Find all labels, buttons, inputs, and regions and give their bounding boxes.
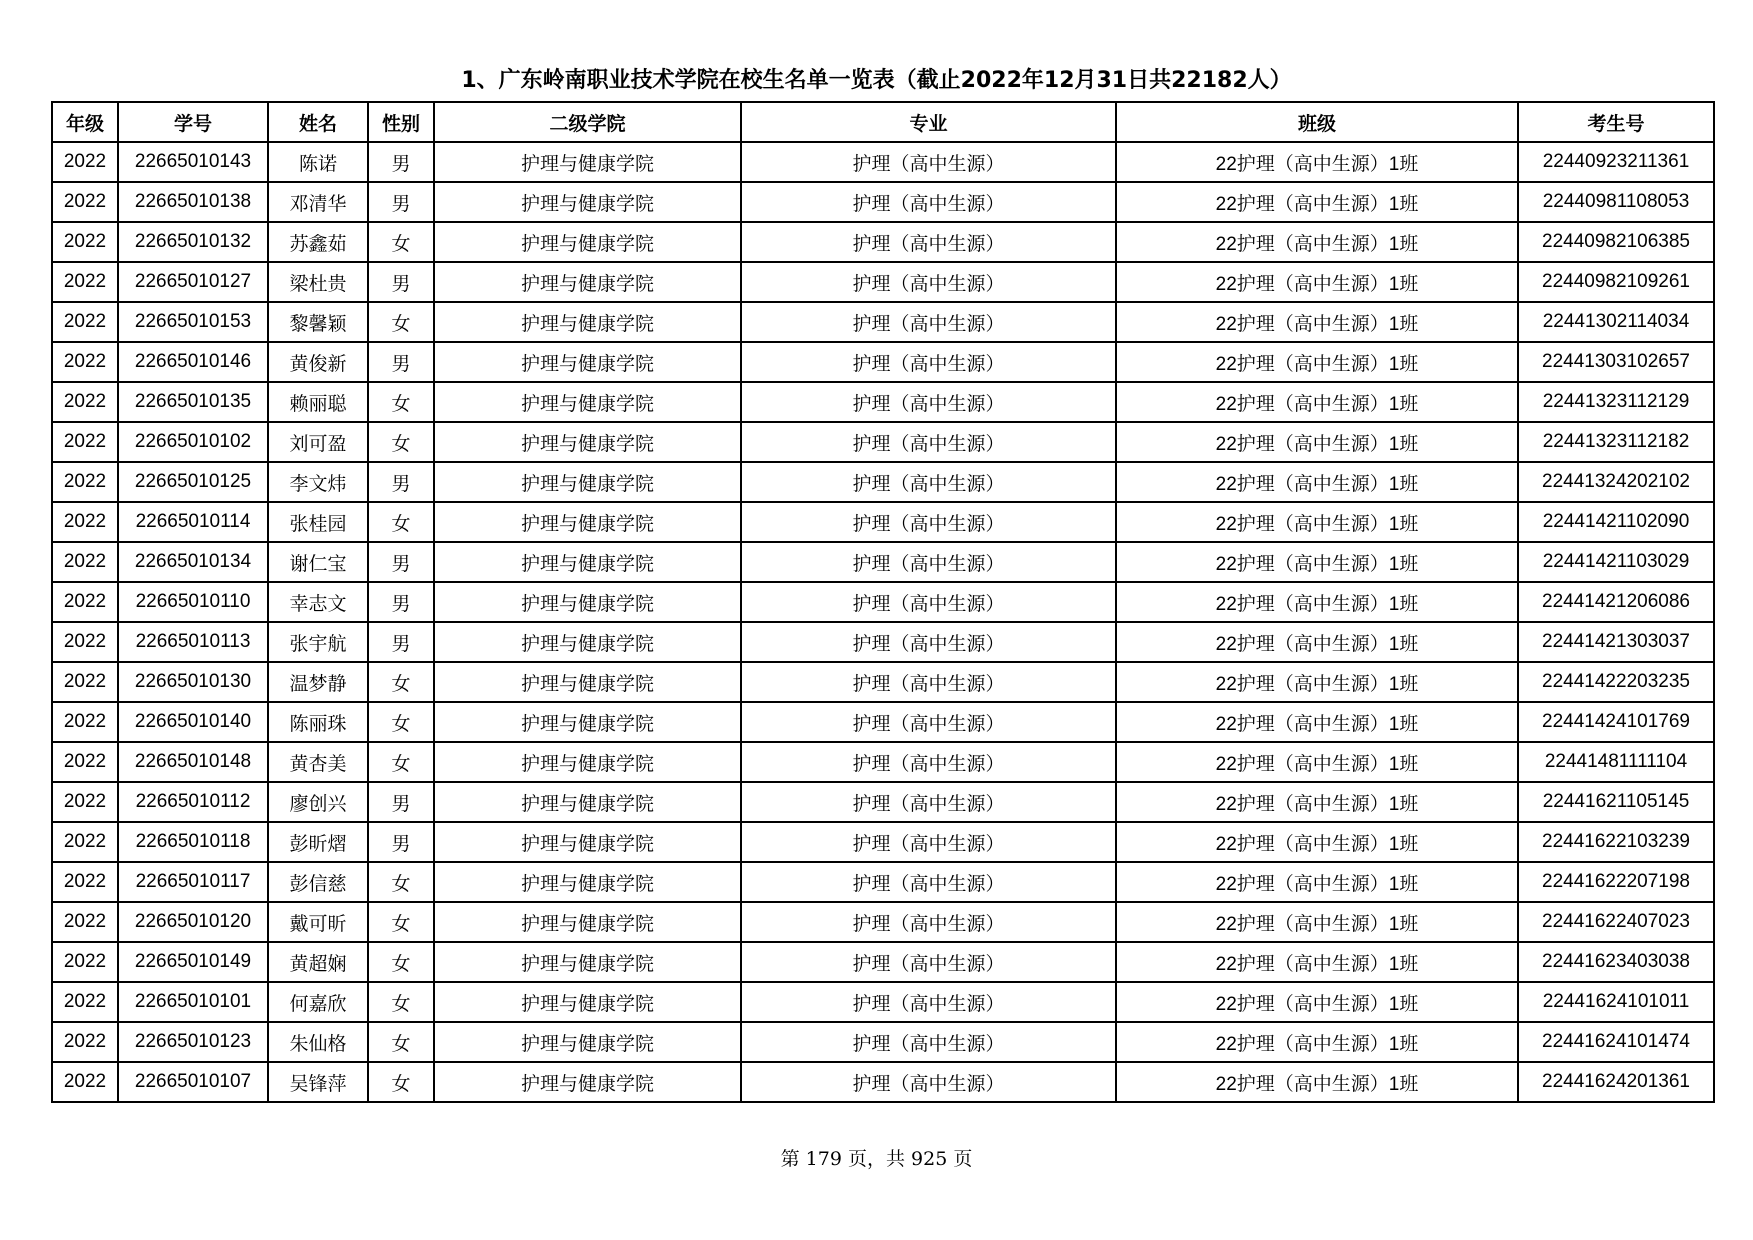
major-cell: 护理（高中生源） [741,502,1116,542]
major-cell: 护理（高中生源） [741,1022,1116,1062]
header-name: 姓名 [268,102,368,142]
major-cell: 护理（高中生源） [741,462,1116,502]
gender-cell: 男 [368,142,434,182]
header-student-id: 学号 [118,102,268,142]
major-cell: 护理（高中生源） [741,902,1116,942]
name-cell: 陈丽珠 [268,702,368,742]
class-cell: 22护理（高中生源）1班 [1116,342,1518,382]
college-cell: 护理与健康学院 [434,1062,741,1102]
name-cell: 何嘉欣 [268,982,368,1022]
student-id-cell: 22665010102 [118,422,268,462]
exam-number-cell: 22441624101474 [1518,1022,1714,1062]
gender-cell: 女 [368,982,434,1022]
grade-cell: 2022 [52,182,118,222]
name-cell: 彭信慈 [268,862,368,902]
name-cell: 幸志文 [268,582,368,622]
table-row [52,422,1714,462]
grade-cell: 2022 [52,982,118,1022]
gender-cell: 男 [368,462,434,502]
table-row [52,222,1714,262]
name-cell: 廖创兴 [268,782,368,822]
table-header-row [52,102,1714,142]
exam-number-cell: 22441622103239 [1518,822,1714,862]
class-cell: 22护理（高中生源）1班 [1116,702,1518,742]
major-cell: 护理（高中生源） [741,702,1116,742]
student-id-cell: 22665010120 [118,902,268,942]
grade-cell: 2022 [52,582,118,622]
class-cell: 22护理（高中生源）1班 [1116,542,1518,582]
name-cell: 彭昕熠 [268,822,368,862]
name-cell: 黄杏美 [268,742,368,782]
class-cell: 22护理（高中生源）1班 [1116,1062,1518,1102]
exam-number-cell: 22441303102657 [1518,342,1714,382]
class-cell: 22护理（高中生源）1班 [1116,302,1518,342]
grade-cell: 2022 [52,422,118,462]
student-id-cell: 22665010125 [118,462,268,502]
college-cell: 护理与健康学院 [434,902,741,942]
class-cell: 22护理（高中生源）1班 [1116,902,1518,942]
gender-cell: 女 [368,502,434,542]
gender-cell: 女 [368,1022,434,1062]
class-cell: 22护理（高中生源）1班 [1116,1022,1518,1062]
exam-number-cell: 22441323112182 [1518,422,1714,462]
student-id-cell: 22665010117 [118,862,268,902]
grade-cell: 2022 [52,222,118,262]
exam-number-cell: 22441624101011 [1518,982,1714,1022]
header-major: 专业 [741,102,1116,142]
student-id-cell: 22665010113 [118,622,268,662]
exam-number-cell: 22441421206086 [1518,582,1714,622]
major-cell: 护理（高中生源） [741,262,1116,302]
name-cell: 张宇航 [268,622,368,662]
name-cell: 苏鑫茹 [268,222,368,262]
grade-cell: 2022 [52,1022,118,1062]
major-cell: 护理（高中生源） [741,622,1116,662]
header-college: 二级学院 [434,102,741,142]
table-row [52,1062,1714,1102]
name-cell: 戴可昕 [268,902,368,942]
college-cell: 护理与健康学院 [434,862,741,902]
major-cell: 护理（高中生源） [741,1062,1116,1102]
student-id-cell: 22665010127 [118,262,268,302]
student-id-cell: 22665010114 [118,502,268,542]
college-cell: 护理与健康学院 [434,662,741,702]
major-cell: 护理（高中生源） [741,142,1116,182]
exam-number-cell: 22441421303037 [1518,622,1714,662]
grade-cell: 2022 [52,262,118,302]
gender-cell: 女 [368,1062,434,1102]
name-cell: 吴锋萍 [268,1062,368,1102]
student-id-cell: 22665010138 [118,182,268,222]
student-id-cell: 22665010134 [118,542,268,582]
name-cell: 张桂园 [268,502,368,542]
student-id-cell: 22665010123 [118,1022,268,1062]
table-row [52,302,1714,342]
class-cell: 22护理（高中生源）1班 [1116,502,1518,542]
major-cell: 护理（高中生源） [741,582,1116,622]
college-cell: 护理与健康学院 [434,182,741,222]
major-cell: 护理（高中生源） [741,742,1116,782]
college-cell: 护理与健康学院 [434,302,741,342]
major-cell: 护理（高中生源） [741,302,1116,342]
student-id-cell: 22665010143 [118,142,268,182]
major-cell: 护理（高中生源） [741,662,1116,702]
college-cell: 护理与健康学院 [434,542,741,582]
name-cell: 黎馨颖 [268,302,368,342]
college-cell: 护理与健康学院 [434,422,741,462]
grade-cell: 2022 [52,942,118,982]
table-row [52,862,1714,902]
student-id-cell: 22665010140 [118,702,268,742]
grade-cell: 2022 [52,502,118,542]
exam-number-cell: 22441622207198 [1518,862,1714,902]
college-cell: 护理与健康学院 [434,382,741,422]
class-cell: 22护理（高中生源）1班 [1116,982,1518,1022]
exam-number-cell: 22441421103029 [1518,542,1714,582]
name-cell: 邓清华 [268,182,368,222]
name-cell: 朱仙格 [268,1022,368,1062]
major-cell: 护理（高中生源） [741,422,1116,462]
table-row [52,382,1714,422]
exam-number-cell: 22441624201361 [1518,1062,1714,1102]
name-cell: 梁杜贵 [268,262,368,302]
major-cell: 护理（高中生源） [741,542,1116,582]
gender-cell: 女 [368,902,434,942]
class-cell: 22护理（高中生源）1班 [1116,222,1518,262]
class-cell: 22护理（高中生源）1班 [1116,782,1518,822]
gender-cell: 女 [368,422,434,462]
college-cell: 护理与健康学院 [434,822,741,862]
college-cell: 护理与健康学院 [434,742,741,782]
class-cell: 22护理（高中生源）1班 [1116,462,1518,502]
exam-number-cell: 22441302114034 [1518,302,1714,342]
grade-cell: 2022 [52,342,118,382]
gender-cell: 男 [368,262,434,302]
student-id-cell: 22665010118 [118,822,268,862]
class-cell: 22护理（高中生源）1班 [1116,822,1518,862]
page-footer: 第 179 页，共 925 页 [780,1148,973,1170]
exam-number-cell: 22441623403038 [1518,942,1714,982]
header-exam-number: 考生号 [1518,102,1714,142]
major-cell: 护理（高中生源） [741,822,1116,862]
major-cell: 护理（高中生源） [741,942,1116,982]
exam-number-cell: 22441323112129 [1518,382,1714,422]
gender-cell: 女 [368,942,434,982]
table-row [52,262,1714,302]
class-cell: 22护理（高中生源）1班 [1116,622,1518,662]
class-cell: 22护理（高中生源）1班 [1116,662,1518,702]
gender-cell: 男 [368,542,434,582]
class-cell: 22护理（高中生源）1班 [1116,142,1518,182]
grade-cell: 2022 [52,622,118,662]
gender-cell: 男 [368,782,434,822]
major-cell: 护理（高中生源） [741,982,1116,1022]
table-row [52,702,1714,742]
table-row [52,742,1714,782]
header-class: 班级 [1116,102,1518,142]
college-cell: 护理与健康学院 [434,942,741,982]
student-id-cell: 22665010132 [118,222,268,262]
grade-cell: 2022 [52,902,118,942]
student-id-cell: 22665010107 [118,1062,268,1102]
exam-number-cell: 22440923211361 [1518,142,1714,182]
exam-number-cell: 22441424101769 [1518,702,1714,742]
gender-cell: 女 [368,742,434,782]
table-row [52,982,1714,1022]
major-cell: 护理（高中生源） [741,182,1116,222]
page-title: 1、广东岭南职业技术学院在校生名单一览表（截止2022年12月31日共22182人） [461,68,1292,93]
grade-cell: 2022 [52,382,118,422]
major-cell: 护理（高中生源） [741,782,1116,822]
student-id-cell: 22665010101 [118,982,268,1022]
student-id-cell: 22665010110 [118,582,268,622]
student-id-cell: 22665010130 [118,662,268,702]
table-row [52,782,1714,822]
college-cell: 护理与健康学院 [434,142,741,182]
exam-number-cell: 22441622407023 [1518,902,1714,942]
grade-cell: 2022 [52,662,118,702]
exam-number-cell: 22441422203235 [1518,662,1714,702]
college-cell: 护理与健康学院 [434,502,741,542]
name-cell: 黄超娴 [268,942,368,982]
grade-cell: 2022 [52,462,118,502]
table-row [52,182,1714,222]
major-cell: 护理（高中生源） [741,342,1116,382]
exam-number-cell: 22441621105145 [1518,782,1714,822]
grade-cell: 2022 [52,542,118,582]
class-cell: 22护理（高中生源）1班 [1116,582,1518,622]
table-row [52,822,1714,862]
table-row [52,662,1714,702]
gender-cell: 男 [368,342,434,382]
class-cell: 22护理（高中生源）1班 [1116,742,1518,782]
grade-cell: 2022 [52,142,118,182]
grade-cell: 2022 [52,302,118,342]
table-row [52,942,1714,982]
student-id-cell: 22665010153 [118,302,268,342]
exam-number-cell: 22441324202102 [1518,462,1714,502]
name-cell: 温梦静 [268,662,368,702]
college-cell: 护理与健康学院 [434,342,741,382]
student-id-cell: 22665010149 [118,942,268,982]
gender-cell: 男 [368,622,434,662]
college-cell: 护理与健康学院 [434,582,741,622]
table-body [52,142,1714,1102]
class-cell: 22护理（高中生源）1班 [1116,862,1518,902]
exam-number-cell: 22441421102090 [1518,502,1714,542]
name-cell: 刘可盈 [268,422,368,462]
college-cell: 护理与健康学院 [434,982,741,1022]
table-row [52,502,1714,542]
college-cell: 护理与健康学院 [434,622,741,662]
grade-cell: 2022 [52,862,118,902]
table-row [52,1022,1714,1062]
exam-number-cell: 22441481111104 [1518,742,1714,782]
gender-cell: 男 [368,182,434,222]
major-cell: 护理（高中生源） [741,382,1116,422]
gender-cell: 女 [368,222,434,262]
college-cell: 护理与健康学院 [434,222,741,262]
gender-cell: 女 [368,302,434,342]
gender-cell: 女 [368,382,434,422]
name-cell: 谢仁宝 [268,542,368,582]
college-cell: 护理与健康学院 [434,462,741,502]
header-gender: 性别 [368,102,434,142]
college-cell: 护理与健康学院 [434,1022,741,1062]
class-cell: 22护理（高中生源）1班 [1116,262,1518,302]
table-row [52,542,1714,582]
major-cell: 护理（高中生源） [741,862,1116,902]
student-id-cell: 22665010146 [118,342,268,382]
major-cell: 护理（高中生源） [741,222,1116,262]
class-cell: 22护理（高中生源）1班 [1116,182,1518,222]
name-cell: 黄俊新 [268,342,368,382]
gender-cell: 女 [368,862,434,902]
class-cell: 22护理（高中生源）1班 [1116,422,1518,462]
student-id-cell: 22665010148 [118,742,268,782]
gender-cell: 女 [368,662,434,702]
grade-cell: 2022 [52,1062,118,1102]
table-row [52,902,1714,942]
table-row [52,462,1714,502]
student-roster-table [51,101,1715,1103]
student-id-cell: 22665010112 [118,782,268,822]
grade-cell: 2022 [52,782,118,822]
college-cell: 护理与健康学院 [434,702,741,742]
exam-number-cell: 22440982109261 [1518,262,1714,302]
name-cell: 赖丽聪 [268,382,368,422]
grade-cell: 2022 [52,742,118,782]
name-cell: 陈诺 [268,142,368,182]
table-row [52,142,1714,182]
header-grade: 年级 [52,102,118,142]
table-row [52,342,1714,382]
gender-cell: 男 [368,822,434,862]
student-id-cell: 22665010135 [118,382,268,422]
college-cell: 护理与健康学院 [434,262,741,302]
exam-number-cell: 22440981108053 [1518,182,1714,222]
class-cell: 22护理（高中生源）1班 [1116,382,1518,422]
name-cell: 李文炜 [268,462,368,502]
gender-cell: 男 [368,582,434,622]
college-cell: 护理与健康学院 [434,782,741,822]
exam-number-cell: 22440982106385 [1518,222,1714,262]
gender-cell: 女 [368,702,434,742]
class-cell: 22护理（高中生源）1班 [1116,942,1518,982]
table-row [52,582,1714,622]
table-row [52,622,1714,662]
grade-cell: 2022 [52,702,118,742]
grade-cell: 2022 [52,822,118,862]
